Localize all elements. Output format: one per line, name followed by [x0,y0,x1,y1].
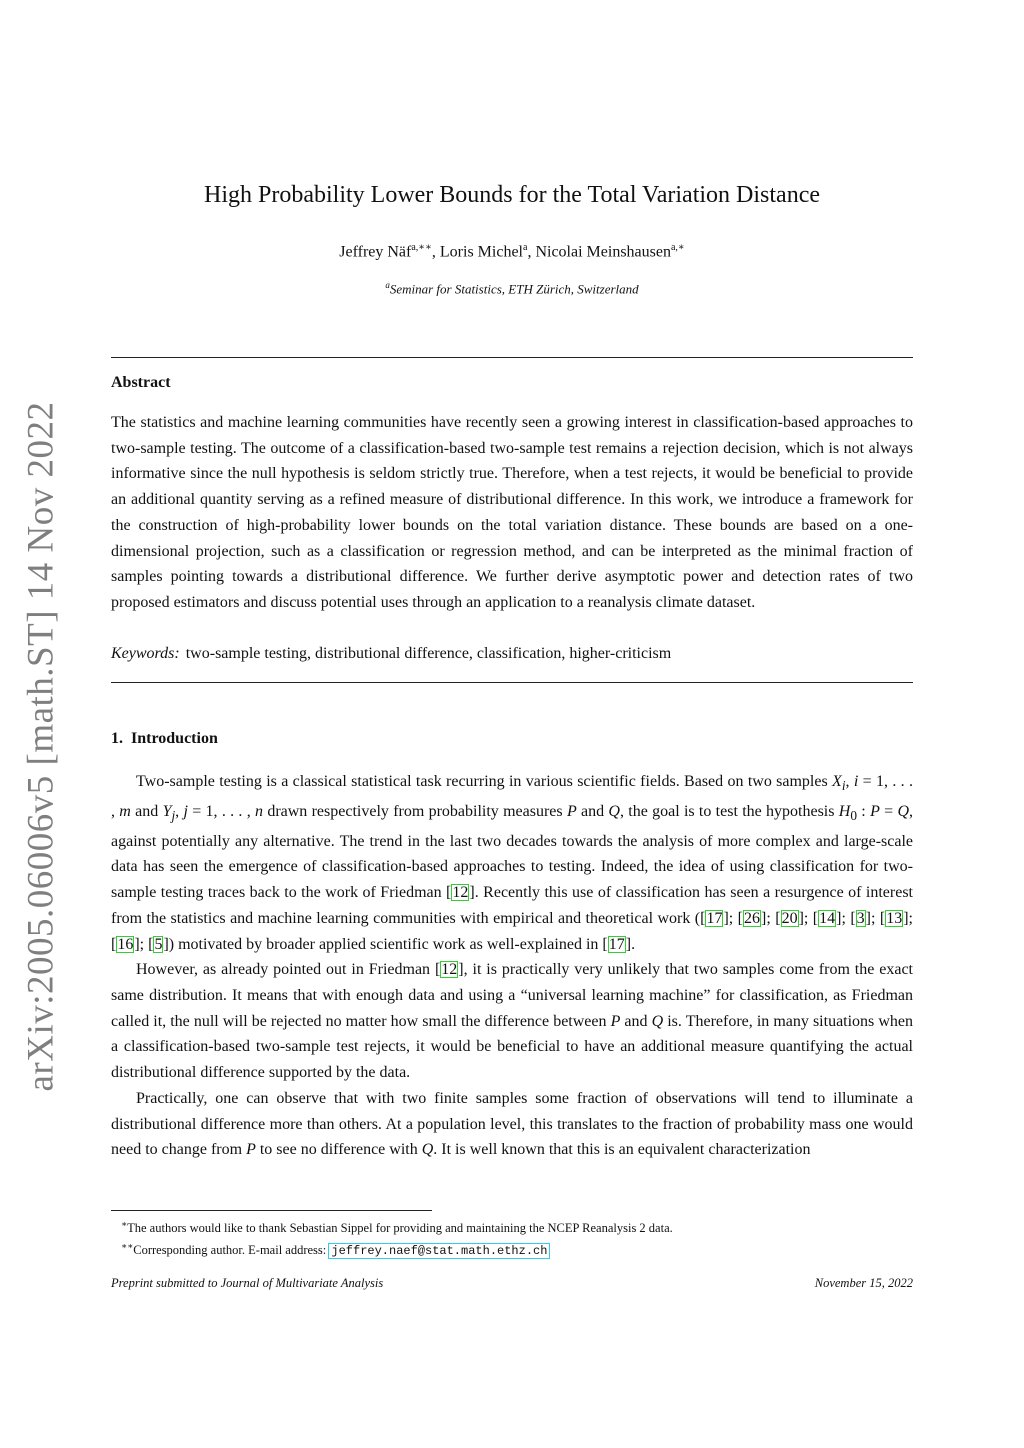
text-run: , [175,802,184,820]
text-run: drawn respectively from probability measures [263,802,567,820]
citation-link[interactable]: 20 [781,909,798,927]
keywords-text: two-sample testing, distributional difference, classification, higher-criticism [185,645,672,662]
footnote-text: The authors would like to thank Sebastian Sippel for providing and maintaining the NCEP Reanalysis 2 data. [127,1221,673,1236]
arxiv-stamp [5,400,77,1092]
math-var: j [183,802,188,820]
keywords [111,645,671,663]
text-run: to see no difference with [255,1141,422,1159]
paragraph: Two-sample testing is a classical statistical task recurring in various scientific fields. Based on two samples $X_i$, i = 1, . . . , m and $Y_j$, j = 1, . . . , n drawn respectively from probability measures P and Q, the goal is to test the hypothesis $H_0$ : P = Q, against potentially any alternative. The trend in the last two decades towards the analysis of more complex and large-scale data has seen the emergence of classification-based approaches to testing. Indeed, the idea of using classification for two-sample testing traces back to the work of Friedman [12]. Recently this use of classification has seen a resurgence of interest from the statistics and machine learning communities with empirical and theoretical work ([17]; [26]; [20]; [14]; [3]; [13]; [16]; [5]) motivated by broader applied scientific work as well-explained in [17]. [111,773,914,953]
text-run: However, as already pointed out in Friedman [ [136,961,441,979]
text-run: , against potentially any alternative. The trend in the last two decades towards the analysis of more complex and large-scale data has seen the emergence of classification-based approaches to testing. Indeed, the idea of using classification for two-sample testing traces back to the work of Friedman [ [111,802,914,902]
math-var: H [838,802,851,820]
math-var: Q [651,1012,664,1030]
paper-title: High Probability Lower Bounds for the Total Variation Distance [204,182,820,208]
paragraph [111,957,913,1086]
citation-link[interactable]: 12 [441,961,458,979]
citation-link[interactable]: 13 [886,909,903,927]
section-title: Introduction [131,730,218,747]
keywords-label: Keywords: [111,645,180,662]
math-var: X [832,773,842,790]
text-run: = 1, . . . , [187,802,256,820]
text-run: ]) motivated by broader applied scientific work as well-explained in [ [163,935,608,953]
footnote-rule [111,1210,432,1211]
citation-link[interactable]: 12 [452,884,469,902]
text-run: Two-sample testing is a classical statistical task recurring in various scientific fields. Based on two samples [136,773,833,790]
abstract-text: The statistics and machine learning communities have recently seen a growing interest in classification-based approaches to two-sample testing. The outcome of a classification-based two-sample test remains a rejection decision, which is not always informative since the null hypothesis is seldom strictly true. Therefore, when a test rejects, it would be beneficial to provide an additional quantity serving as a refined measure of distributional difference. In this work, we introduce a framework for the construction of high-probability lower bounds on the total variation distance. These bounds are based on a one-dimensional projection, such as a classification or regression method, and can be interpreted as the minimal fraction of samples pointing towards a distributional difference. We further derive asymptotic power and detection rates of two proposed estimators and discuss potential uses through an application to a reanalysis climate dataset. [111,414,913,611]
text-run: and [130,802,163,820]
author-name: Jeffrey Näf [339,243,412,261]
text-run: ], it is practically very unlikely that two samples come from the exact same distribution. It means that with enough data and using a “universal learning machine” for classification, as Friedman called it, the null will be rejected no matter how small the difference between [111,961,914,1030]
math-subscript: i [841,778,846,794]
arxiv-identifier: arXiv:2005.06006v5 [math.ST] 14 Nov 2022 [20,400,62,1092]
citation-link[interactable]: 14 [819,909,836,927]
footnote [121,1237,673,1260]
text-run: , the goal is to test the hypothesis [619,802,839,820]
math-var: P [566,802,577,820]
affiliation-text: Seminar for Statistics, ETH Zürich, Switzerland [389,281,639,297]
math-var: Q [421,1141,434,1159]
author-affiliation-mark: a,∗ [670,242,685,253]
footnote-mark: ∗∗ [121,1241,134,1252]
math-var: Y [162,802,172,820]
footer-journal: Preprint submitted to Journal of Multivariate Analysis [111,1276,384,1290]
text-run: ]. Recently this use of classification has seen a resurgence of interest from the statistics and machine learning communities with empirical and theoretical work ([ [111,884,913,927]
introduction-body [111,769,913,1163]
author-name: Nicolai Meinshausen [535,243,671,261]
section-number: 1. [111,730,123,747]
math-var: i [853,773,859,790]
author-affiliation-mark: a,∗∗ [411,242,432,253]
citation-link[interactable]: 5 [154,935,163,953]
author-name: Loris Michel [439,243,523,261]
math-var: Q [608,802,620,820]
section-heading [111,730,218,748]
text-run: Practically, one can observe that with two finite samples some fraction of observations will tend to illuminate a distributional difference more than others. At a population level, this translates to the fraction of probability mass one would need to change from [111,1089,913,1159]
math-var: P [246,1141,256,1159]
math-var: P [610,1012,621,1030]
text-run: , [845,773,854,790]
footnote-text: Corresponding author. E-mail address: [133,1243,330,1258]
math-subscript: j [171,808,176,824]
abstract-top-rule [111,357,913,358]
math-var: m [119,802,131,820]
author-list: Jeffrey Näf$^{a,∗∗}$, Loris Michel$^a$, Nicolai Meinshausen$^{a,∗}$ [339,242,685,261]
footnote-mark: ∗ [121,1219,128,1229]
text-run: is. Therefore, in many situations when a classification-based two-sample test rejects, it would be beneficial to have an additional measure quantifying the actual distributional difference supported by the data. [111,1012,914,1082]
abstract-heading: Abstract [111,374,171,391]
text-run: = [879,802,898,820]
text-run: = 1, . . . , [111,773,913,820]
text-run: : [857,802,871,820]
math-var: P [870,802,880,820]
paragraph [111,1086,913,1163]
text-run: ]. [625,935,636,953]
affiliation [111,280,913,297]
affiliation-mark: a [385,280,390,290]
math-var: Q [897,802,910,820]
email-link[interactable]: jeffrey.naef@stat.math.ethz.ch [331,1244,548,1259]
footnote [121,1215,673,1237]
footer-date: November 15, 2022 [814,1276,913,1290]
text-run: . It is well known that this is an equivalent characterization [433,1141,811,1159]
citation-link[interactable]: 3 [856,909,865,927]
text-run: and [576,802,609,820]
citation-link[interactable]: 17 [706,909,723,927]
citation-link[interactable]: 16 [117,935,134,953]
math-var: n [255,802,264,820]
citation-link[interactable]: 17 [608,935,625,953]
math-subscript: 0 [850,808,858,824]
text-run: and [620,1012,652,1030]
footnotes [121,1215,673,1260]
abstract-bottom-rule [111,682,913,683]
citation-link[interactable]: 26 [744,909,761,927]
author-affiliation-mark: a [523,242,528,253]
